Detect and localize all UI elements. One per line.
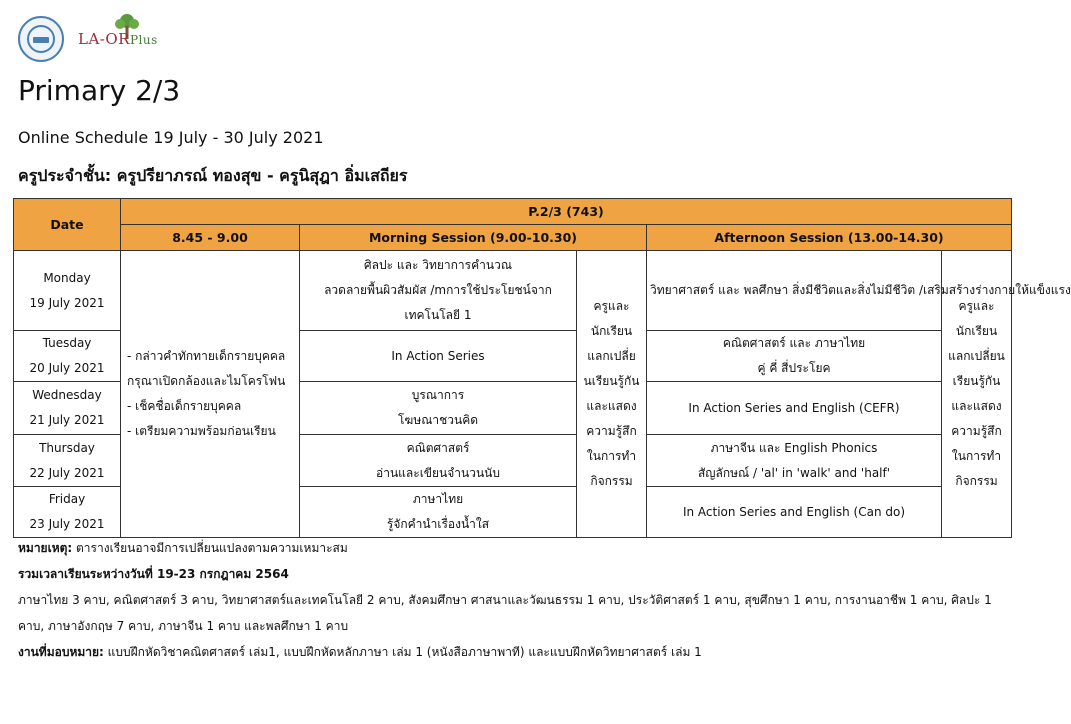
afternoon-session-header: Afternoon Session (13.00-14.30) — [647, 225, 1012, 251]
morning-session-header: Morning Session (9.00-10.30) — [300, 225, 647, 251]
morning-cell: In Action Series — [300, 331, 577, 382]
table-row — [14, 251, 1012, 331]
early-time-header: 8.45 - 9.00 — [121, 225, 300, 251]
header-logos — [18, 13, 64, 65]
day-cell: Thursday 22 July 2021 — [14, 435, 121, 487]
remark-line: หมายเหตุ: ตารางเรียนอาจมีการเปลี่ยนแปลงตามความเหมาะสม — [18, 541, 348, 555]
morning-cell: ภาษาไทย รู้จักคำนำเรื่องน้ำใส — [300, 487, 577, 538]
early-activity-cell: - กล่าวคำทักทายเด็กรายบุคคล กรุณาเปิดกล้องและไมโครโฟน - เช็คชื่อเด็กรายบุคคล - เตรียมความพร้อมก่อนเรียน — [121, 251, 300, 538]
morning-cell: คณิตศาสตร์ อ่านและเขียนจำนวนนับ — [300, 435, 577, 487]
school-seal-icon — [18, 16, 64, 62]
schedule-subtitle: Online Schedule 19 July - 30 July 2021 — [18, 128, 324, 147]
brand-logo-text: LA-ORPlus — [78, 30, 158, 48]
page-title: Primary 2/3 — [18, 74, 181, 107]
afternoon-cell: In Action Series and English (Can do) — [647, 487, 942, 538]
day-cell: Friday 23 July 2021 — [14, 487, 121, 538]
date-header: Date — [14, 199, 121, 251]
day-cell: Tuesday 20 July 2021 — [14, 331, 121, 382]
notes-section — [18, 535, 1008, 665]
afternoon-cell: คณิตศาสตร์ และ ภาษาไทย คู่ คี่ สี่ประโยค — [647, 331, 942, 382]
schedule-table — [13, 198, 1071, 538]
afternoon-share-cell: ครูและ นักเรียน แลกเปลี่ยน เรียนรู้กัน และแสดง ความรู้สึก ในการทำ กิจกรรม — [942, 251, 1012, 538]
morning-share-cell: ครูและ นักเรียน แลกเปลี่ย นเรียนรู้กัน และแสดง ความรู้สึก ในการทำ กิจกรรม — [577, 251, 647, 538]
afternoon-cell: In Action Series and English (CEFR) — [647, 382, 942, 435]
day-cell: Wednesday 21 July 2021 — [14, 382, 121, 435]
morning-cell: บูรณาการ โฆษณาชวนคิด — [300, 382, 577, 435]
afternoon-cell: วิทยาศาสตร์ และ พลศึกษา สิ่งมีชีวิตและสิ่งไม่มีชีวิต /เสริมสร้างร่างกายให้แข็งแรง — [647, 251, 942, 331]
homeroom-teachers: ครูประจำชั้น: ครูปรียาภรณ์ ทองสุข - ครูนิสุฎา อิ่มเสถียร — [18, 166, 408, 185]
homework-line: งานที่มอบหมาย: แบบฝึกหัดวิชาคณิตศาสตร์ เล่ม1, แบบฝึกหัดหลักภาษา เล่ม 1 (หนังสือภาษาพาที) และแบบฝึกหัดวิทยาศาสตร์ เล่ม 1 — [18, 645, 702, 659]
total-hours-heading: รวมเวลาเรียนระหว่างวันที่ 19-23 กรกฎาคม 2564 — [18, 567, 289, 581]
day-cell: Monday 19 July 2021 — [14, 251, 121, 331]
total-hours-text: ภาษาไทย 3 คาบ, คณิตศาสตร์ 3 คาบ, วิทยาศาสตร์และเทคโนโลยี 2 คาบ, สังคมศึกษา ศาสนาและวัฒนธรรม 1 คาบ, ประวัติศาสตร์ 1 คาบ, สุขศึกษา 1 คาบ, การงานอาชีพ 1 คาบ, ศิลปะ 1 คาบ, ภาษาอังกฤษ 7 คาบ, ภาษาจีน 1 คาบ และพลศึกษา 1 คาบ — [18, 593, 992, 633]
class-header: P.2/3 (743) — [121, 199, 1012, 225]
afternoon-cell: ภาษาจีน และ English Phonics สัญลักษณ์ / 'al' in 'walk' and 'half' — [647, 435, 942, 487]
morning-cell: ศิลปะ และ วิทยาการคำนวณ ลวดลายพื้นผิวสัมผัส /mการใช้ประโยชน์จาก เทคโนโลยี 1 — [300, 251, 577, 331]
